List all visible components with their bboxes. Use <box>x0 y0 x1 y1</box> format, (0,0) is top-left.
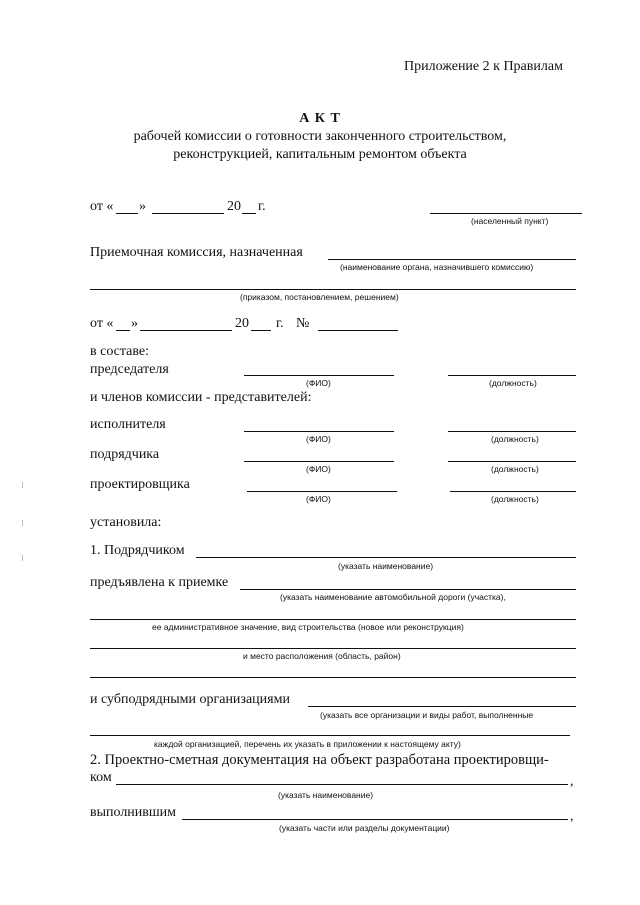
contractor-name-line <box>196 557 576 558</box>
members-label: и членов комиссии - представителей: <box>90 390 312 405</box>
comma-2: , <box>570 809 574 824</box>
document-subtitle-line2: реконструкцией, капитальным ремонтом объекта <box>173 147 467 162</box>
scan-mark <box>22 555 23 561</box>
location-line <box>90 648 576 649</box>
number-field-line <box>318 330 398 331</box>
contractor-label: подрядчика <box>90 447 160 462</box>
executor-position-caption: (должность) <box>491 434 539 444</box>
designer-label: проектировщика <box>90 477 190 492</box>
parts-line <box>182 819 568 820</box>
year-field-line <box>242 213 256 214</box>
item2-line1: 2. Проектно-сметная документация на объект разработана проектировщи- <box>90 752 549 768</box>
presented-label: предъявлена к приемке <box>90 575 229 590</box>
executor-label: исполнителя <box>90 417 166 432</box>
subcontractors-label: и субподрядными организациями <box>90 692 290 707</box>
parts-caption: (указать части или разделы документации) <box>279 823 450 833</box>
works-caption: (указать все организации и виды работ, выполненные <box>320 710 534 720</box>
date2-quote-close: » <box>131 316 138 331</box>
chairman-label: председателя <box>90 362 169 377</box>
chairman-position-caption: (должность) <box>489 378 537 388</box>
road-name-line <box>240 589 576 590</box>
road-caption: (указать наименование автомобильной дороги (участка), <box>280 592 506 602</box>
month-field-line <box>152 213 224 214</box>
organ-field-line <box>328 259 576 260</box>
performed-label: выполнившим <box>90 805 177 820</box>
item1-label: 1. Подрядчиком <box>90 543 185 558</box>
appendix-label: Приложение 2 к Правилам <box>404 59 563 74</box>
commission-label: Приемочная комиссия, назначенная <box>90 245 303 260</box>
document-subtitle-line1: рабочей комиссии о готовности законченного строительством, <box>133 129 507 144</box>
designer-position-caption: (должность) <box>491 494 539 504</box>
date2-year-line <box>251 330 271 331</box>
item2-line2: ком <box>90 770 112 785</box>
designer-name-line <box>116 784 568 785</box>
designer-fio-caption: (ФИО) <box>306 494 331 504</box>
executor-fio-caption: (ФИО) <box>306 434 331 444</box>
date2-day-line <box>116 330 130 331</box>
chairman-fio-line <box>244 375 394 376</box>
designer-fio-line <box>247 491 397 492</box>
date2-from-label: от « <box>90 316 114 331</box>
subcontractors-line <box>308 706 576 707</box>
day-field-line <box>116 213 138 214</box>
location-caption: и место расположения (область, район) <box>243 651 401 661</box>
date-quote-close: » <box>139 199 146 214</box>
comma-1: , <box>570 774 574 789</box>
contractor-position-caption: (должность) <box>491 464 539 474</box>
scan-mark <box>22 482 23 488</box>
number-sign: № <box>296 316 310 331</box>
designer-position-line <box>450 491 576 492</box>
year-prefix: 20 <box>227 199 241 214</box>
date-from-label: от « <box>90 199 114 214</box>
scan-mark <box>22 520 23 526</box>
order-caption: (приказом, постановлением, решением) <box>240 292 399 302</box>
specify-name-caption: (указать наименование) <box>338 561 434 571</box>
chairman-position-line <box>448 375 576 376</box>
contractor-position-line <box>448 461 576 462</box>
contractor-fio-line <box>244 461 394 462</box>
chairman-fio-caption: (ФИО) <box>306 378 331 388</box>
place-caption: (населенный пункт) <box>471 216 549 226</box>
admin-line <box>90 619 576 620</box>
executor-fio-line <box>244 431 394 432</box>
date2-year-prefix: 20 <box>235 316 249 331</box>
composition-label: в составе: <box>90 344 150 359</box>
place-field-line <box>430 213 582 214</box>
admin-caption: ее административное значение, вид строительства (новое или реконструкция) <box>152 622 464 632</box>
date2-year-suffix: г. <box>276 316 284 331</box>
organ-caption: (наименование органа, назначившего комиссию) <box>340 262 534 272</box>
established-label: установила: <box>90 515 162 530</box>
date2-month-line <box>140 330 232 331</box>
extra-line <box>90 677 576 678</box>
contractor-fio-caption: (ФИО) <box>306 464 331 474</box>
year-suffix: г. <box>258 199 266 214</box>
document-title: А К Т <box>299 111 341 126</box>
order-field-line <box>90 289 576 290</box>
each-org-line <box>90 735 570 736</box>
specify-name-caption-2: (указать наименование) <box>278 790 374 800</box>
each-org-caption: каждой организацией, перечень их указать в приложении к настоящему акту) <box>154 739 461 749</box>
executor-position-line <box>448 431 576 432</box>
